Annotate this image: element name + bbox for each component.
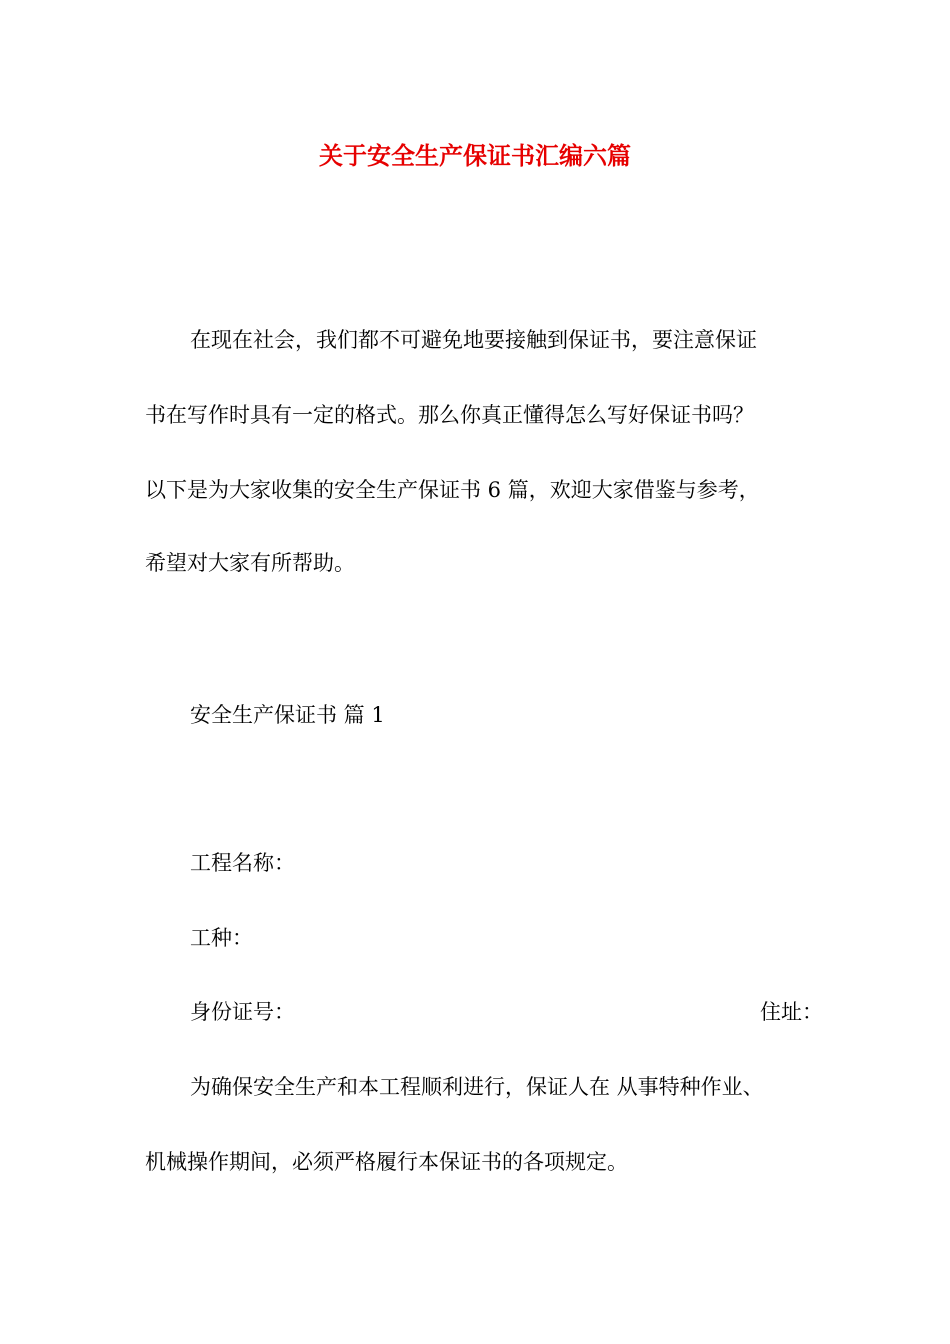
body-paragraph-line-1: 为确保安全生产和本工程顺利进行，保证人在 从事特种作业、: [190, 1075, 764, 1099]
intro-paragraph-line-3: 以下是为大家收集的安全生产保证书 6 篇，欢迎大家借鉴与参考，: [145, 478, 760, 502]
trade-label: 工种：: [190, 926, 253, 950]
section-heading: 安全生产保证书 篇 1: [190, 703, 385, 727]
address-label: 住址：: [760, 1000, 823, 1024]
project-name-label: 工程名称：: [190, 851, 295, 875]
intro-paragraph-line-1: 在现在社会，我们都不可避免地要接触到保证书，要注意保证: [190, 328, 757, 352]
id-number-label: 身份证号：: [190, 1000, 295, 1024]
document-title: 关于安全生产保证书汇编六篇: [319, 142, 631, 170]
intro-paragraph-line-2: 书在写作时具有一定的格式。那么你真正懂得怎么写好保证书吗？: [145, 403, 754, 427]
body-paragraph-line-2: 机械操作期间，必须严格履行本保证书的各项规定。: [145, 1150, 628, 1174]
intro-paragraph-line-4: 希望对大家有所帮助。: [145, 551, 355, 575]
